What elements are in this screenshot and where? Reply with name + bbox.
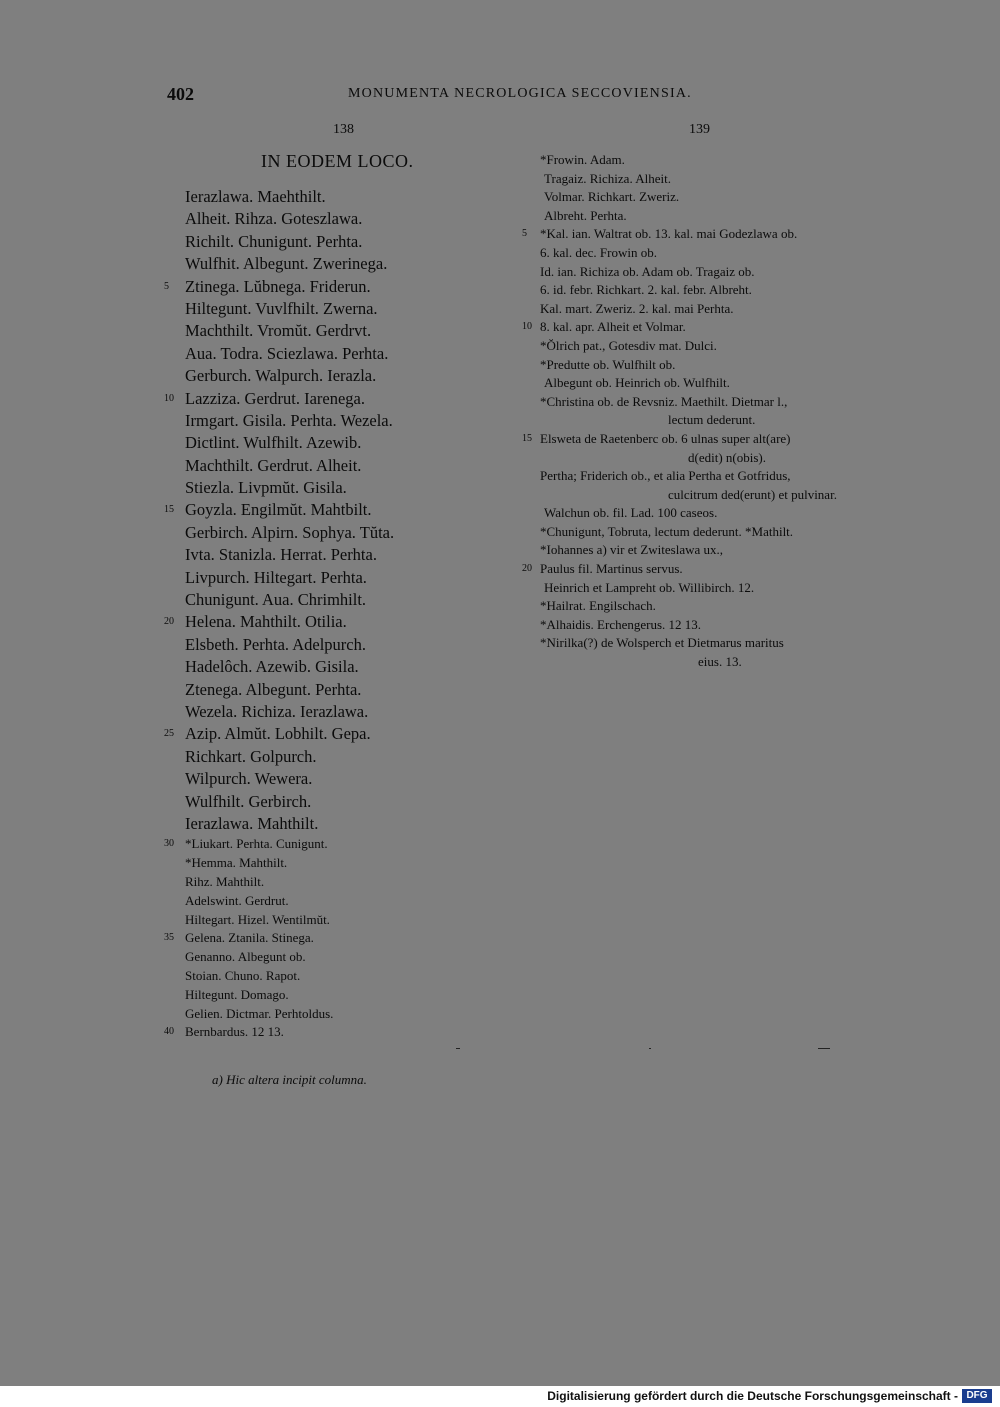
line-text: *Hemma. Mahthilt. — [185, 855, 288, 871]
text-line — [160, 410, 500, 432]
line-text: *Predutte ob. Wulfhilt ob. — [540, 356, 676, 372]
line-number: 30 — [164, 838, 174, 850]
line-number: 35 — [164, 932, 174, 944]
right-column — [518, 151, 888, 672]
line-text: *Alhaidis. Erchengerus. 12 13. — [540, 616, 702, 632]
text-line — [160, 892, 500, 911]
line-text: Wulfhilt. Gerbirch. — [185, 791, 312, 811]
text-line — [160, 567, 500, 589]
line-text: Walchun ob. fil. Lad. 100 caseos. — [544, 505, 718, 521]
line-text: Adelswint. Gerdrut. — [185, 892, 289, 908]
text-line — [160, 854, 500, 873]
line-text: Machthilt. Gerdrut. Alheit. — [185, 455, 362, 475]
text-line — [518, 486, 888, 505]
text-line — [160, 432, 500, 454]
line-text: Hiltegart. Hizel. Wentilmŭt. — [185, 911, 330, 927]
line-text: 8. kal. apr. Alheit et Volmar. — [540, 319, 686, 335]
text-line — [160, 986, 500, 1005]
text-line — [518, 579, 888, 598]
line-text: Richkart. Golpurch. — [185, 746, 317, 766]
line-number: 20 — [164, 616, 174, 628]
text-line — [160, 253, 500, 275]
line-text: Genanno. Albegunt ob. — [185, 949, 306, 965]
line-text: Hadelôch. Azewib. Gisila. — [185, 657, 359, 677]
line-text: Alheit. Rihza. Goteszlawa. — [185, 209, 363, 229]
line-text: Hiltegunt. Vuvlfhilt. Zwerna. — [185, 298, 378, 318]
line-text: Elsbeth. Perhta. Adelpurch. — [185, 634, 367, 654]
text-line — [518, 467, 888, 486]
line-text: Richilt. Chunigunt. Perhta. — [185, 231, 363, 251]
line-text: Gerbirch. Alpirn. Sophya. Tŭta. — [185, 522, 395, 542]
running-title: MONUMENTA NECROLOGICA SECCOVIENSIA. — [348, 86, 692, 101]
text-line — [160, 768, 500, 790]
line-text: Id. ian. Richiza ob. Adam ob. Tragaiz ob. — [540, 263, 755, 279]
text-line — [160, 835, 500, 854]
line-text: Hiltegunt. Domago. — [185, 986, 289, 1002]
text-line — [160, 388, 500, 410]
page-number: 402 — [167, 84, 194, 104]
line-text: Albreht. Perhta. — [544, 207, 627, 223]
text-line — [518, 244, 888, 263]
text-line — [518, 356, 888, 375]
line-text: Irmgart. Gisila. Perhta. Wezela. — [185, 410, 393, 430]
text-line — [160, 948, 500, 967]
line-text: Pertha; Friderich ob., et alia Pertha et Gotfridus, — [540, 468, 791, 484]
line-text: *Christina ob. de Revsniz. Maethilt. Dietmar l., — [540, 393, 788, 409]
text-line — [518, 151, 888, 170]
text-line — [160, 276, 500, 298]
line-text: Wilpurch. Wewera. — [185, 769, 313, 789]
text-line — [160, 477, 500, 499]
text-line — [160, 231, 500, 253]
line-text: Dictlint. Wulfhilt. Azewib. — [185, 433, 362, 453]
divider-mark — [649, 1048, 651, 1049]
text-line — [160, 365, 500, 387]
left-column-number: 138 — [333, 122, 354, 137]
line-text: Paulus fil. Martinus servus. — [540, 561, 683, 577]
text-line — [160, 298, 500, 320]
text-line — [160, 656, 500, 678]
text-line — [518, 337, 888, 356]
text-line — [160, 499, 500, 521]
line-text: lectum dederunt. — [668, 412, 756, 428]
line-number: 15 — [164, 504, 174, 516]
line-number: 10 — [522, 321, 532, 333]
line-text: *Hailrat. Engilschach. — [540, 598, 656, 614]
divider-mark — [818, 1048, 830, 1049]
text-line — [518, 597, 888, 616]
line-text: Albegunt ob. Heinrich ob. Wulfhilt. — [544, 375, 730, 391]
text-line — [160, 522, 500, 544]
text-line — [518, 653, 888, 672]
line-number: 20 — [522, 563, 532, 575]
line-number: 15 — [522, 432, 532, 444]
line-text: Livpurch. Hiltegart. Perhta. — [185, 567, 367, 587]
line-text: culcitrum ded(erunt) et pulvinar. — [668, 486, 837, 502]
text-line — [518, 170, 888, 189]
text-line — [160, 791, 500, 813]
line-text: Ztinega. Lŭbnega. Friderun. — [185, 276, 371, 296]
text-line — [160, 455, 500, 477]
line-text: Heinrich et Lampreht ob. Willibirch. 12. — [544, 579, 755, 595]
text-line — [518, 263, 888, 282]
line-number: 25 — [164, 728, 174, 740]
line-text: Gelien. Dictmar. Perhtoldus. — [185, 1005, 334, 1021]
line-text: Volmar. Richkart. Zweriz. — [544, 189, 680, 205]
text-line — [160, 873, 500, 892]
text-line — [160, 813, 500, 835]
text-line — [518, 523, 888, 542]
line-text: Azip. Almŭt. Lobhilt. Gepa. — [185, 724, 371, 744]
line-text: Goyzla. Engilmŭt. Mahtbilt. — [185, 500, 372, 520]
line-text: Ztenega. Albegunt. Perhta. — [185, 679, 362, 699]
text-line — [160, 929, 500, 948]
line-text: Gerburch. Walpurch. Ierazla. — [185, 366, 377, 386]
line-text: 6. kal. dec. Frowin ob. — [540, 244, 657, 260]
text-line — [518, 207, 888, 226]
text-line — [160, 544, 500, 566]
dfg-logo: DFG — [962, 1389, 992, 1403]
line-text: *Chunigunt, Tobruta, lectum dederunt. *Mathilt. — [540, 523, 794, 539]
text-line — [160, 746, 500, 768]
text-line — [518, 504, 888, 523]
line-text: Ierazlawa. Mahthilt. — [185, 813, 319, 833]
text-line — [518, 634, 888, 653]
text-line — [160, 911, 500, 930]
divider-mark — [456, 1048, 460, 1049]
text-line — [518, 430, 888, 449]
text-line — [518, 393, 888, 412]
line-text: Rihz. Mahthilt. — [185, 873, 265, 889]
text-line — [518, 374, 888, 393]
line-text: *Frowin. Adam. — [540, 152, 625, 167]
text-line — [160, 611, 500, 633]
text-line — [160, 679, 500, 701]
text-line — [518, 449, 888, 468]
line-text: Ivta. Stanizla. Herrat. Perhta. — [185, 545, 377, 565]
line-text: Elsweta de Raetenberc ob. 6 ulnas super alt(are) — [540, 430, 791, 446]
text-line — [160, 701, 500, 723]
text-line — [518, 560, 888, 579]
text-line — [160, 320, 500, 342]
footer-bar — [0, 1386, 1000, 1407]
line-text: Wulfhit. Albegunt. Zwerinega. — [185, 254, 388, 274]
line-text: *Nirilka(?) de Wolsperch et Dietmarus maritus — [540, 635, 784, 651]
line-text: Gelena. Ztanila. Stinega. — [185, 930, 314, 946]
text-line — [160, 634, 500, 656]
text-line — [518, 318, 888, 337]
line-text: Lazziza. Gerdrut. Iarenega. — [185, 388, 366, 408]
line-text: Machthilt. Vromŭt. Gerdrvt. — [185, 321, 372, 341]
line-text: Aua. Todra. Sciezlawa. Perhta. — [185, 343, 389, 363]
line-text: Kal. mart. Zweriz. 2. kal. mai Perhta. — [540, 300, 734, 316]
line-text: Ierazlawa. Maehthilt. — [185, 187, 326, 206]
text-line — [518, 225, 888, 244]
footnote: a) Hic altera incipit columna. — [212, 1072, 367, 1087]
text-line — [160, 1005, 500, 1024]
text-line — [160, 186, 500, 208]
text-line — [160, 1023, 500, 1042]
text-line — [160, 589, 500, 611]
right-column-number: 139 — [689, 122, 710, 137]
text-line — [160, 723, 500, 745]
line-text: Tragaiz. Richiza. Alheit. — [544, 170, 671, 186]
text-line — [518, 541, 888, 560]
text-line — [518, 188, 888, 207]
line-text: *Ŏlrich pat., Gotesdiv mat. Dulci. — [540, 337, 717, 353]
left-column — [160, 186, 500, 1042]
line-number: 5 — [522, 228, 527, 240]
line-text: 6. id. febr. Richkart. 2. kal. febr. Albreht. — [540, 282, 752, 298]
line-text: Stoian. Chuno. Rapot. — [185, 967, 301, 983]
line-number: 40 — [164, 1026, 174, 1038]
line-number: 10 — [164, 392, 174, 404]
text-line — [518, 411, 888, 430]
line-text: d(edit) n(obis). — [688, 449, 766, 465]
text-line — [518, 616, 888, 635]
line-text: *Kal. ian. Waltrat ob. 13. kal. mai Godezlawa ob. — [540, 226, 798, 242]
line-text: *Iohannes a) vir et Zwiteslawa ux., — [540, 542, 724, 558]
line-text: Chunigunt. Aua. Chrimhilt. — [185, 590, 367, 610]
text-line — [518, 281, 888, 300]
line-text: *Liukart. Perhta. Cunigunt. — [185, 836, 328, 852]
line-text: Wezela. Richiza. Ierazlawa. — [185, 701, 369, 721]
line-number: 5 — [164, 280, 169, 292]
section-title: IN EODEM LOCO. — [261, 151, 414, 171]
text-line — [518, 300, 888, 319]
text-line — [160, 343, 500, 365]
footer-credit: Digitalisierung gefördert durch die Deutsche Forschungsgemeinschaft - — [547, 1389, 958, 1403]
text-line — [160, 208, 500, 230]
line-text: Helena. Mahthilt. Otilia. — [185, 612, 347, 632]
line-text: eius. 13. — [698, 654, 742, 670]
text-line — [160, 967, 500, 986]
line-text: Bernbardus. 12 13. — [185, 1024, 284, 1040]
line-text: Stiezla. Livpmŭt. Gisila. — [185, 478, 347, 498]
